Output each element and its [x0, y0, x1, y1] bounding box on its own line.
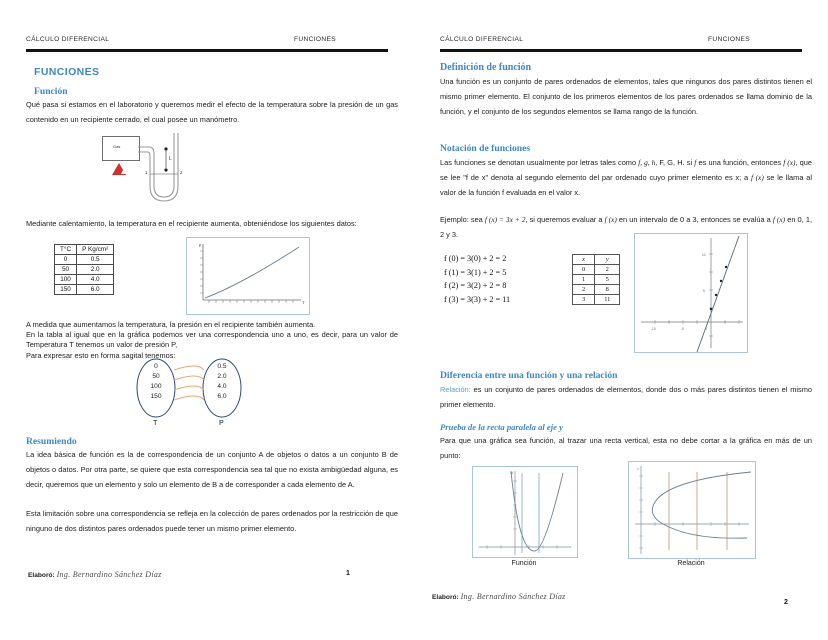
heading-diferencia: Diferencia entre una función y una relación: [440, 370, 618, 381]
chart-relacion-svg: [629, 462, 755, 558]
table-row: [573, 295, 620, 305]
page-number: 2: [784, 599, 788, 606]
svg-text:-5: -5: [681, 327, 684, 331]
length-label: L: [169, 156, 172, 162]
footer-left: [28, 570, 162, 579]
table-row: [55, 255, 114, 265]
svg-text:10: 10: [702, 253, 706, 257]
cell-t: 50: [55, 265, 77, 275]
mark-1-label: 1: [145, 170, 148, 175]
cell-x: 0: [573, 265, 595, 275]
svg-text:0: 0: [705, 327, 707, 331]
table-row: [55, 285, 114, 295]
chart-pressure-vs-temperature: [186, 237, 310, 315]
relacion-label: Relación:: [440, 385, 471, 394]
svg-text:-10: -10: [651, 327, 656, 331]
notation-text-d: , que se lee "f de x" denota al segundo elemento del par ordenado cuyo primer elemento es x; a: [440, 158, 812, 182]
intro-paragraph: Qué pasa si estamos en el laboratorio y queremos medir el efecto de la temperatura sobre la presión de un gas contenido en un recipiente cerrado, el cual posee un manómetro.: [26, 100, 398, 124]
sagittal-left-value: 0: [154, 363, 158, 370]
header-right-text: FUNCIONES: [294, 36, 336, 43]
sagittal-right-value: 6.0: [217, 393, 227, 400]
footer-author: Ing. Bernardino Sánchez Díaz: [56, 570, 162, 579]
cell-t: 150: [55, 285, 77, 295]
example-paragraph: [440, 212, 812, 242]
col-header-temperature: T°C: [55, 245, 77, 255]
sagittal-label-p: P: [219, 418, 224, 427]
relacion-paragraph: [440, 382, 812, 412]
footer-right: [432, 592, 566, 601]
page-number: 1: [346, 570, 350, 577]
relacion-text: es un conjunto de pares ordenados de elementos, donde dos o más pares distintos tienen el mismo primer elemento.: [440, 385, 812, 409]
page-title: FUNCIONES: [34, 66, 100, 78]
footer-label: Elaboró:: [432, 594, 459, 601]
summary-paragraph-1: La idea básica de función es la de correspondencia de un conjunto A de objetos o datos a un conjunto B de objetos o datos. Por otra parte, se quiere que esta correspondencia sea tal que no exista ambigüedad alguna, es decir, queremos que un elemento y solo un elemento de B a de corresponder a cada elemento de A.: [26, 450, 398, 489]
heading-resumiendo: Resumiendo: [26, 436, 77, 447]
equation-list: [444, 252, 510, 306]
cell-y: 5: [595, 275, 620, 285]
chart-funcion-svg: [473, 467, 577, 557]
notation-text-c: es una función, entonces: [696, 158, 784, 167]
heading-prueba-recta: Prueba de la recta paralela al eje y: [440, 422, 563, 432]
example-equation: f (x) = 3x + 2: [484, 215, 526, 224]
manometer-diagram: [96, 130, 206, 210]
caption-funcion: Función: [511, 560, 537, 567]
sagittal-right-value: 2.0: [217, 373, 227, 380]
example-text-b: , si queremos evaluar a: [525, 215, 605, 224]
svg-text:T: T: [302, 300, 305, 305]
sagittal-label-t: T: [153, 418, 158, 427]
table-row: [573, 265, 620, 275]
cell-x: 3: [573, 295, 595, 305]
header-left-text: CÁLCULO DIFERENCIAL: [440, 36, 524, 43]
caption-relacion: Relación: [677, 560, 705, 567]
notation-letters: f, g, h,: [638, 158, 658, 167]
example-fx-2: f (x): [772, 215, 786, 224]
svg-text:P: P: [199, 243, 202, 248]
notation-text-a: Las funciones se denotan usualmente por letras tales como: [440, 158, 639, 167]
table-header-row: [573, 255, 620, 265]
sagittal-left-value: 100: [150, 383, 162, 390]
cell-p: 4.0: [77, 275, 114, 285]
cell-x: 2: [573, 285, 595, 295]
cell-p: 0.5: [77, 255, 114, 265]
temperature-pressure-table: [54, 244, 114, 295]
table-row: [573, 285, 620, 295]
sagittal-right-value: 0.5: [217, 363, 227, 370]
col-header-x: x: [573, 255, 595, 265]
col-header-y: y: [595, 255, 620, 265]
equation-item: f (1) = 3(1) + 2 = 5: [444, 267, 507, 277]
header-right-text: FUNCIONES: [708, 36, 750, 43]
chart-linear-function: [634, 233, 748, 353]
notation-text-e: se le llama al valor de la función f evaluada en el valor x.: [440, 173, 812, 197]
table-row: [55, 265, 114, 275]
table-header-row: [55, 245, 114, 255]
sagittal-diagram: [130, 358, 260, 430]
table-row: [55, 275, 114, 285]
xy-table: [572, 254, 620, 305]
col-header-pressure: P Kg/cm²: [77, 245, 114, 255]
footer-label: Elaboró:: [28, 572, 55, 579]
u-tube-svg: [96, 130, 206, 210]
paragraph-sagittal-intro: Para expresar esto en forma sagital tenemos:: [26, 351, 176, 360]
footer-author: Ing. Bernardino Sánchez Díaz: [460, 592, 566, 601]
definition-paragraph: Una función es un conjunto de pares ordenados de elementos, tales que ningunos dos pares distintos tienen el mismo primer elemento. El conjunto de los primeros elementos de los pares ordenados se llama dominio de la función, y el conjunto de los segundos elementos se llama rango de la función.: [440, 77, 812, 116]
notation-f: f: [694, 158, 697, 167]
summary-paragraph-2: Esta limitación sobre una correspondencia se refleja en la colección de pares ordenados por la restricción de que ninguno de dos distintos pares ordenados puede tener un mismo primer elemento.: [26, 509, 398, 533]
sagittal-right-value: 4.0: [217, 383, 227, 390]
header-rule: [440, 49, 802, 52]
cell-x: 1: [573, 275, 595, 285]
sagittal-left-value: 50: [152, 373, 160, 380]
svg-text:4: 4: [637, 467, 639, 471]
notation-paragraph: [440, 155, 812, 200]
paragraph-correspondence-2: En la tabla al igual que en la gráfica podemos ver una correspondencia uno a uno, es decir, para un valor de Temperatura T tenemos un valor de presión P,: [26, 330, 398, 350]
equation-item: f (2) = 3(2) + 2 = 8: [444, 281, 507, 291]
example-text-c: en un intervalo de 0 a 3, entonces se evalúa a: [616, 215, 773, 224]
heading-funcion: Función: [34, 86, 68, 97]
page-header-right: [440, 36, 802, 43]
example-text-a: Ejemplo: sea: [440, 215, 485, 224]
equation-item: f (3) = 3(3) + 2 = 11: [444, 294, 511, 304]
example-fx: f (x): [604, 215, 617, 224]
cell-y: 11: [595, 295, 620, 305]
mark-2-label: 2: [180, 170, 183, 175]
cell-y: 8: [595, 285, 620, 295]
svg-text:5: 5: [703, 289, 705, 293]
table-row: [573, 275, 620, 285]
gas-label: Gas: [113, 144, 121, 149]
page-right: [414, 0, 828, 640]
cell-p: 2.0: [77, 265, 114, 275]
paragraph-correspondence-1: A medida que aumentamos la temperatura, la presión en el recipiente también aumenta.: [26, 320, 316, 329]
page-header-left: [26, 36, 388, 43]
header-rule: [26, 49, 388, 52]
heading-notacion: Notación de funciones: [440, 143, 531, 154]
cell-y: 2: [595, 265, 620, 275]
cell-t: 0: [55, 255, 77, 265]
notation-fx: f (x): [783, 158, 796, 167]
svg-text:20: 20: [510, 471, 514, 475]
notation-text-b: F, G, H. si: [657, 158, 695, 167]
equation-item: f (0) = 3(0) + 2 = 2: [444, 254, 507, 263]
cell-t: 100: [55, 275, 77, 285]
notation-fx-2: f (x): [750, 173, 764, 182]
heading-definicion: Definición de función: [440, 62, 532, 73]
chart-vertical-line-test-funcion: [472, 466, 578, 558]
paragraph-after-diagram: Mediante calentamiento, la temperatura en el recipiente aumenta, obteniéndose los siguientes datos:: [26, 219, 357, 228]
header-left-text: CÁLCULO DIFERENCIAL: [26, 36, 110, 43]
cell-p: 6.0: [77, 285, 114, 295]
prueba-paragraph: Para que una gráfica sea función, al trazar una recta vertical, esta no debe cortar a la gráfica en más de un punto:: [440, 436, 812, 460]
chart-pressure-vs-temperature-svg: [187, 238, 309, 314]
sagittal-left-value: 150: [150, 393, 162, 400]
chart-linear-function-svg: [635, 234, 747, 352]
example-text-d: en 0, 1, 2 y 3.: [440, 215, 813, 239]
chart-vertical-line-test-relacion: [628, 461, 756, 559]
